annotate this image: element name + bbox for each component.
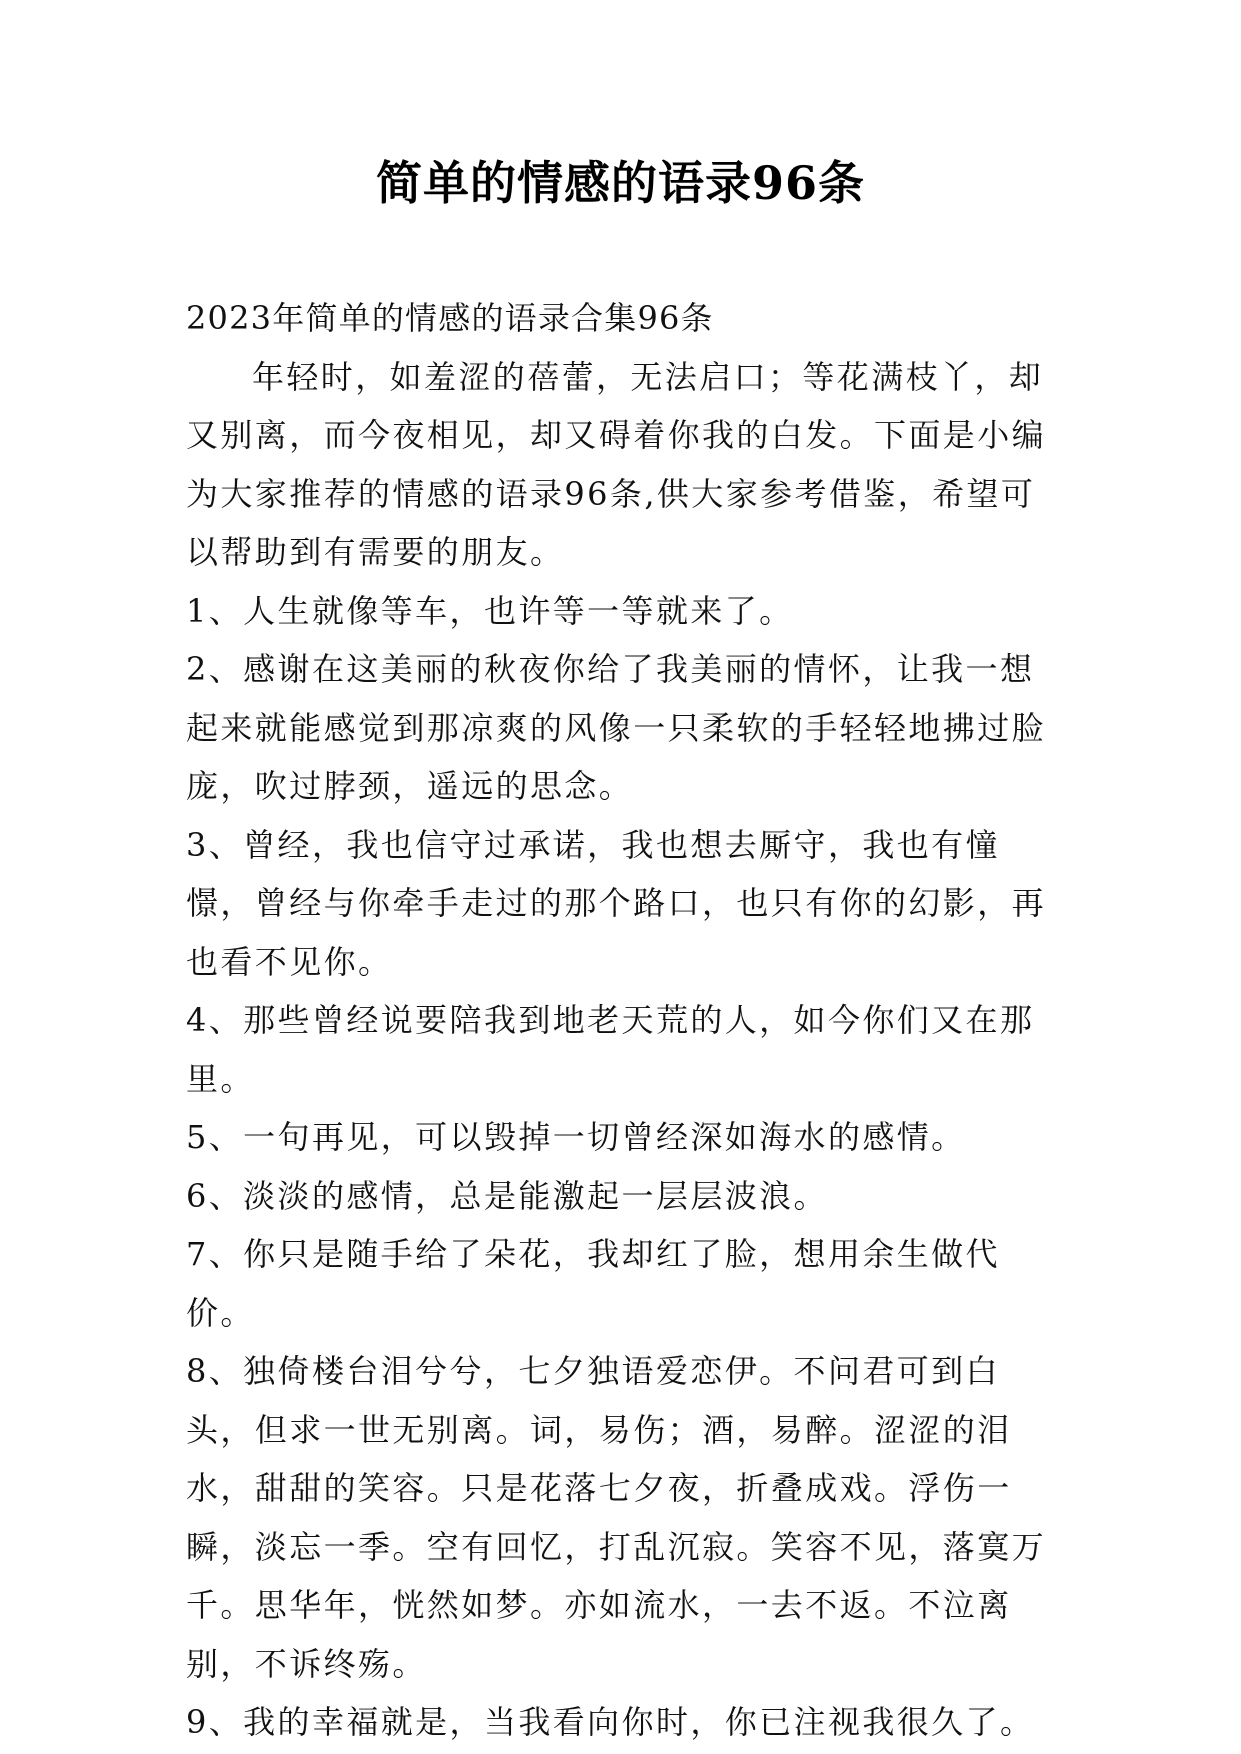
quote-item-9: 9、我的幸福就是，当我看向你时，你已注视我很久了。 bbox=[186, 1703, 1035, 1741]
quote-item-7: 7、你只是随手给了朵花，我却红了脸，想用余生做代价。 bbox=[186, 1235, 1000, 1332]
quote-item-1: 1、人生就像等车，也许等一等就来了。 bbox=[186, 591, 794, 630]
quote-item-4: 4、那些曾经说要陪我到地老天荒的人，如今你们又在那里。 bbox=[186, 1001, 1035, 1098]
document-body bbox=[186, 289, 1066, 1752]
quote-item-5: 5、一句再见，可以毁掉一切曾经深如海水的感情。 bbox=[186, 1118, 966, 1156]
quote-item-2: 2、感谢在这美丽的秋夜你给了我美丽的情怀，让我一想起来就能感觉到那凉爽的风像一只柔软的手轻轻地拂过脸庞，吹过脖颈，遥远的思念。 bbox=[186, 650, 1047, 805]
quote-item-6: 6、淡淡的感情，总是能激起一层层波浪。 bbox=[186, 1176, 828, 1215]
document-title: 简单的情感的语录96条 bbox=[375, 156, 865, 210]
document-subtitle: 2023年简单的情感的语录合集96条 bbox=[186, 299, 714, 337]
quote-item-3: 3、曾经，我也信守过承诺，我也想去厮守，我也有憧憬，曾经与你牵手走过的那个路口，也只有你的幻影，再也看不见你。 bbox=[186, 825, 1047, 981]
intro-paragraph: 年轻时，如羞涩的蓓蕾，无法启口；等花满枝丫，却又别离，而今夜相见，却又碍着你我的白发。下面是小编为大家推荐的情感的语录96条,供大家参考借鉴，希望可以帮助到有需要的朋友。 bbox=[186, 357, 1047, 571]
quote-item-8: 8、独倚楼台泪兮兮，七夕独语爱恋伊。不问君可到白头，但求一世无别离。词，易伤；酒，易醉。涩涩的泪水，甜甜的笑容。只是花落七夕夜，折叠成戏。浮伤一瞬，淡忘一季。空有回忆，打乱沉寂。笑容不见，落寞万千。思华年，恍然如梦。亦如流水，一去不返。不泣离别，不诉终殇。 bbox=[186, 1352, 1047, 1683]
